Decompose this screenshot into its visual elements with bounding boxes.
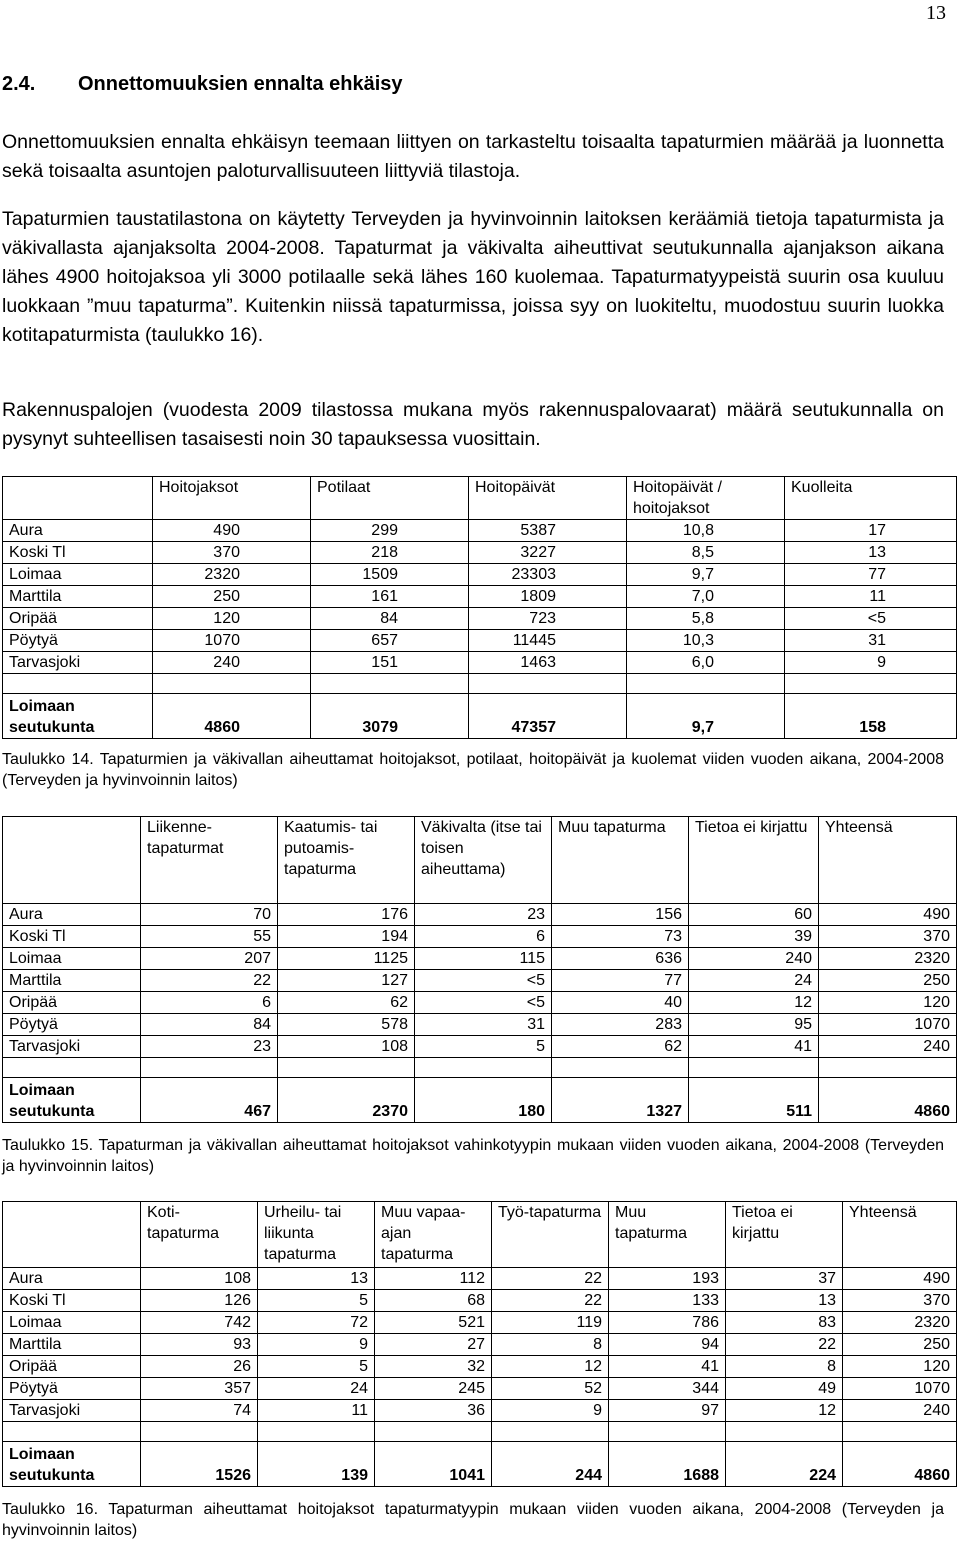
- empty-cell: [492, 1422, 609, 1442]
- table-row: [3, 542, 957, 564]
- empty-cell: [415, 1058, 552, 1078]
- value-cell: 5: [415, 1036, 552, 1058]
- value-cell: 283: [552, 1014, 689, 1036]
- table-row: [3, 1356, 957, 1378]
- value-cell: 32: [375, 1356, 492, 1378]
- value-cell: 193: [609, 1268, 726, 1290]
- table-row: [3, 1378, 957, 1400]
- table-row: [3, 926, 957, 948]
- municipality-cell: Aura: [3, 520, 153, 542]
- municipality-cell: Tarvasjoki: [3, 1400, 141, 1422]
- value-cell: 94: [609, 1334, 726, 1356]
- empty-cell: [552, 1058, 689, 1078]
- header-cell: Potilaat: [311, 477, 469, 520]
- empty-cell: [785, 674, 957, 694]
- header-cell: Hoitopäivät / hoitojaksot: [627, 477, 785, 520]
- header-cell: [3, 817, 141, 904]
- empty-cell: [375, 1422, 492, 1442]
- municipality-cell: Pöytyä: [3, 630, 153, 652]
- municipality-cell: Tarvasjoki: [3, 652, 153, 674]
- value-cell: 240: [819, 1036, 957, 1058]
- table-header-row: [3, 1202, 957, 1268]
- value-cell: 74: [141, 1400, 258, 1422]
- value-cell: <5: [415, 970, 552, 992]
- table-row: [3, 1036, 957, 1058]
- value-cell: 13: [258, 1268, 375, 1290]
- value-cell: 207: [141, 948, 278, 970]
- value-cell: 2320: [819, 948, 957, 970]
- empty-cell: [3, 1058, 141, 1078]
- value-cell: 23: [141, 1036, 278, 1058]
- value-cell: 5,8: [627, 608, 785, 630]
- table-row: [3, 630, 957, 652]
- value-cell: 26: [141, 1356, 258, 1378]
- empty-cell: [689, 1058, 819, 1078]
- value-cell: 95: [689, 1014, 819, 1036]
- total-value-cell: 9,7: [627, 694, 785, 739]
- header-cell: [3, 477, 153, 520]
- value-cell: 60: [689, 904, 819, 926]
- value-cell: 344: [609, 1378, 726, 1400]
- total-value-cell: 1526: [141, 1442, 258, 1487]
- page-number: 13: [926, 2, 946, 24]
- municipality-cell: Oripää: [3, 992, 141, 1014]
- empty-cell: [726, 1422, 843, 1442]
- header-cell: Tietoa ei kirjattu: [726, 1202, 843, 1268]
- value-cell: 127: [278, 970, 415, 992]
- empty-cell: [609, 1422, 726, 1442]
- value-cell: 41: [689, 1036, 819, 1058]
- municipality-cell: Marttila: [3, 586, 153, 608]
- total-value-cell: 4860: [843, 1442, 957, 1487]
- header-cell: Hoitojaksot: [153, 477, 311, 520]
- value-cell: 93: [141, 1334, 258, 1356]
- value-cell: 77: [552, 970, 689, 992]
- value-cell: 41: [609, 1356, 726, 1378]
- value-cell: 1509: [311, 564, 469, 586]
- value-cell: 22: [492, 1290, 609, 1312]
- value-cell: 6: [141, 992, 278, 1014]
- value-cell: 490: [153, 520, 311, 542]
- value-cell: 240: [689, 948, 819, 970]
- empty-cell: [3, 674, 153, 694]
- municipality-cell: Marttila: [3, 970, 141, 992]
- header-cell: Tietoa ei kirjattu: [689, 817, 819, 904]
- table-15: [2, 816, 957, 1123]
- municipality-cell: Oripää: [3, 1356, 141, 1378]
- municipality-cell: Loimaa: [3, 564, 153, 586]
- value-cell: 31: [415, 1014, 552, 1036]
- value-cell: 10,8: [627, 520, 785, 542]
- value-cell: 31: [785, 630, 957, 652]
- value-cell: 299: [311, 520, 469, 542]
- spacer-row: [3, 674, 957, 694]
- total-value-cell: 4860: [819, 1078, 957, 1123]
- table-row: [3, 1268, 957, 1290]
- header-cell: Yhteensä: [819, 817, 957, 904]
- table-row: [3, 1334, 957, 1356]
- value-cell: 723: [469, 608, 627, 630]
- value-cell: 5: [258, 1290, 375, 1312]
- value-cell: 112: [375, 1268, 492, 1290]
- value-cell: 250: [153, 586, 311, 608]
- value-cell: 11: [785, 586, 957, 608]
- total-value-cell: 1688: [609, 1442, 726, 1487]
- total-value-cell: 2370: [278, 1078, 415, 1123]
- value-cell: 120: [819, 992, 957, 1014]
- value-cell: 742: [141, 1312, 258, 1334]
- header-cell: Yhteensä: [843, 1202, 957, 1268]
- value-cell: 357: [141, 1378, 258, 1400]
- value-cell: 22: [726, 1334, 843, 1356]
- empty-cell: [469, 674, 627, 694]
- value-cell: 1070: [819, 1014, 957, 1036]
- value-cell: 1125: [278, 948, 415, 970]
- header-cell: Koti-tapaturma: [141, 1202, 258, 1268]
- empty-cell: [3, 1422, 141, 1442]
- table-row: [3, 564, 957, 586]
- value-cell: 37: [726, 1268, 843, 1290]
- value-cell: 11445: [469, 630, 627, 652]
- value-cell: 250: [819, 970, 957, 992]
- value-cell: 9: [258, 1334, 375, 1356]
- header-cell: Kuolleita: [785, 477, 957, 520]
- value-cell: 490: [819, 904, 957, 926]
- table-row: [3, 1312, 957, 1334]
- value-cell: 578: [278, 1014, 415, 1036]
- value-cell: 49: [726, 1378, 843, 1400]
- value-cell: 24: [258, 1378, 375, 1400]
- empty-cell: [141, 1058, 278, 1078]
- header-cell: Liikenne-tapaturmat: [141, 817, 278, 904]
- value-cell: 1809: [469, 586, 627, 608]
- header-cell: Hoitopäivät: [469, 477, 627, 520]
- total-label-cell: Loimaan seutukunta: [3, 1078, 141, 1123]
- value-cell: 13: [785, 542, 957, 564]
- value-cell: 370: [843, 1290, 957, 1312]
- total-label-cell: Loimaan seutukunta: [3, 1442, 141, 1487]
- value-cell: 176: [278, 904, 415, 926]
- value-cell: 12: [726, 1400, 843, 1422]
- empty-cell: [278, 1058, 415, 1078]
- municipality-cell: Loimaa: [3, 948, 141, 970]
- value-cell: 84: [141, 1014, 278, 1036]
- header-cell: Väkivalta (itse tai toisen aiheuttama): [415, 817, 552, 904]
- empty-cell: [627, 674, 785, 694]
- value-cell: 12: [492, 1356, 609, 1378]
- value-cell: 5: [258, 1356, 375, 1378]
- value-cell: 1070: [843, 1378, 957, 1400]
- value-cell: 120: [153, 608, 311, 630]
- table-14: [2, 476, 957, 739]
- value-cell: 7,0: [627, 586, 785, 608]
- table-row: [3, 992, 957, 1014]
- value-cell: 6,0: [627, 652, 785, 674]
- value-cell: 55: [141, 926, 278, 948]
- value-cell: 2320: [843, 1312, 957, 1334]
- value-cell: 23: [415, 904, 552, 926]
- value-cell: 73: [552, 926, 689, 948]
- value-cell: 72: [258, 1312, 375, 1334]
- empty-cell: [258, 1422, 375, 1442]
- value-cell: 6: [415, 926, 552, 948]
- total-row: [3, 1078, 957, 1123]
- empty-cell: [141, 1422, 258, 1442]
- table-header-row: [3, 817, 957, 904]
- value-cell: 77: [785, 564, 957, 586]
- value-cell: 70: [141, 904, 278, 926]
- section-number: 2.4.: [2, 73, 36, 95]
- table-row: [3, 970, 957, 992]
- paragraph-intro: Onnettomuuksien ennalta ehkäisyn teemaan liittyen on tarkasteltu toisaalta tapaturmien määrää ja luonnetta sekä toisaalta asuntojen paloturvallisuuteen liittyviä tilastoja.: [2, 131, 944, 182]
- total-row: [3, 1442, 957, 1487]
- header-cell: Muu tapaturma: [609, 1202, 726, 1268]
- table-16: [2, 1201, 957, 1487]
- table-row: [3, 1400, 957, 1422]
- value-cell: 156: [552, 904, 689, 926]
- section-title: Onnettomuuksien ennalta ehkäisy: [78, 73, 403, 95]
- total-value-cell: 1041: [375, 1442, 492, 1487]
- municipality-cell: Pöytyä: [3, 1378, 141, 1400]
- value-cell: 9,7: [627, 564, 785, 586]
- total-row: [3, 694, 957, 739]
- municipality-cell: Loimaa: [3, 1312, 141, 1334]
- spacer-row: [3, 1058, 957, 1078]
- total-value-cell: 4860: [153, 694, 311, 739]
- value-cell: 40: [552, 992, 689, 1014]
- value-cell: 8: [492, 1334, 609, 1356]
- municipality-cell: Koski Tl: [3, 926, 141, 948]
- empty-cell: [311, 674, 469, 694]
- value-cell: 245: [375, 1378, 492, 1400]
- header-cell: [3, 1202, 141, 1268]
- value-cell: 250: [843, 1334, 957, 1356]
- value-cell: 521: [375, 1312, 492, 1334]
- value-cell: 9: [492, 1400, 609, 1422]
- value-cell: <5: [785, 608, 957, 630]
- value-cell: 52: [492, 1378, 609, 1400]
- paragraph-statistics: Tapaturmien taustatilastona on käytetty Terveyden ja hyvinvoinnin laitoksen keräämiä tietoja tapaturmista ja väkivallasta ajanjaksolta 2004-2008. Tapaturmat ja väkivalta aiheuttivat seutukunnalla ajanjakson aikana lähes 4900 hoitojaksoa yli 3000 potilaalle sekä lähes 160 kuolemaa. Tapaturmatyypeistä suurin osa kuuluu luokkaan ”muu tapaturma”. Kuitenkin niissä tapaturmissa, joissa syy on luokiteltu, muodostuu suurin luokka kotitapaturmista (taulukko 16).: [2, 208, 944, 346]
- value-cell: 23303: [469, 564, 627, 586]
- value-cell: 240: [843, 1400, 957, 1422]
- value-cell: 68: [375, 1290, 492, 1312]
- value-cell: 370: [819, 926, 957, 948]
- total-value-cell: 467: [141, 1078, 278, 1123]
- total-label-cell: Loimaan seutukunta: [3, 694, 153, 739]
- value-cell: 36: [375, 1400, 492, 1422]
- value-cell: 786: [609, 1312, 726, 1334]
- municipality-cell: Aura: [3, 904, 141, 926]
- value-cell: 84: [311, 608, 469, 630]
- value-cell: 12: [689, 992, 819, 1014]
- value-cell: 22: [141, 970, 278, 992]
- value-cell: 126: [141, 1290, 258, 1312]
- table-row: [3, 948, 957, 970]
- municipality-cell: Aura: [3, 1268, 141, 1290]
- value-cell: 83: [726, 1312, 843, 1334]
- value-cell: 10,3: [627, 630, 785, 652]
- value-cell: 119: [492, 1312, 609, 1334]
- value-cell: 657: [311, 630, 469, 652]
- municipality-cell: Tarvasjoki: [3, 1036, 141, 1058]
- total-value-cell: 158: [785, 694, 957, 739]
- table-row: [3, 1014, 957, 1036]
- table-row: [3, 652, 957, 674]
- value-cell: 3227: [469, 542, 627, 564]
- value-cell: 240: [153, 652, 311, 674]
- header-cell: Työ-tapaturma: [492, 1202, 609, 1268]
- total-value-cell: 224: [726, 1442, 843, 1487]
- municipality-cell: Pöytyä: [3, 1014, 141, 1036]
- value-cell: 39: [689, 926, 819, 948]
- total-value-cell: 511: [689, 1078, 819, 1123]
- section-heading: [2, 73, 403, 96]
- value-cell: 2320: [153, 564, 311, 586]
- table-16-caption: Taulukko 16. Tapaturman aiheuttamat hoitojaksot tapaturmatyypin mukaan viiden vuoden aikana, 2004-2008 (Terveyden ja hyvinvoinnin laitos): [2, 1501, 944, 1539]
- empty-cell: [843, 1422, 957, 1442]
- value-cell: 5387: [469, 520, 627, 542]
- value-cell: 22: [492, 1268, 609, 1290]
- value-cell: 17: [785, 520, 957, 542]
- municipality-cell: Oripää: [3, 608, 153, 630]
- value-cell: 62: [278, 992, 415, 1014]
- table-row: [3, 608, 957, 630]
- table-row: [3, 1290, 957, 1312]
- table-header-row: [3, 477, 957, 520]
- paragraph-building-fires: Rakennuspalojen (vuodesta 2009 tilastossa mukana myös rakennuspalovaarat) määrä seutukunnalla on pysynyt suhteellisen tasaisesti noin 30 tapauksessa vuosittain.: [2, 399, 944, 450]
- table-row: [3, 520, 957, 542]
- value-cell: 115: [415, 948, 552, 970]
- table-row: [3, 586, 957, 608]
- value-cell: 108: [141, 1268, 258, 1290]
- value-cell: 1070: [153, 630, 311, 652]
- total-value-cell: 139: [258, 1442, 375, 1487]
- value-cell: 133: [609, 1290, 726, 1312]
- empty-cell: [819, 1058, 957, 1078]
- total-value-cell: 244: [492, 1442, 609, 1487]
- header-cell: Muu tapaturma: [552, 817, 689, 904]
- total-value-cell: 3079: [311, 694, 469, 739]
- header-cell: Muu vapaa-ajan tapaturma: [375, 1202, 492, 1268]
- value-cell: 11: [258, 1400, 375, 1422]
- value-cell: 370: [153, 542, 311, 564]
- value-cell: 120: [843, 1356, 957, 1378]
- value-cell: 151: [311, 652, 469, 674]
- value-cell: 1463: [469, 652, 627, 674]
- value-cell: 97: [609, 1400, 726, 1422]
- municipality-cell: Koski Tl: [3, 1290, 141, 1312]
- table-14-caption: Taulukko 14. Tapaturmien ja väkivallan aiheuttamat hoitojaksot, potilaat, hoitopäivät ja kuolemat viiden vuoden aikana, 2004-2008 (Terveyden ja hyvinvoinnin laitos): [2, 751, 944, 789]
- spacer-row: [3, 1422, 957, 1442]
- value-cell: 194: [278, 926, 415, 948]
- total-value-cell: 47357: [469, 694, 627, 739]
- value-cell: 490: [843, 1268, 957, 1290]
- empty-cell: [153, 674, 311, 694]
- table-row: [3, 904, 957, 926]
- value-cell: 218: [311, 542, 469, 564]
- value-cell: 161: [311, 586, 469, 608]
- header-cell: Kaatumis- tai putoamis-tapaturma: [278, 817, 415, 904]
- total-value-cell: 1327: [552, 1078, 689, 1123]
- value-cell: 8,5: [627, 542, 785, 564]
- value-cell: 108: [278, 1036, 415, 1058]
- value-cell: 62: [552, 1036, 689, 1058]
- value-cell: 13: [726, 1290, 843, 1312]
- table-15-caption: Taulukko 15. Tapaturman ja väkivallan aiheuttamat hoitojaksot vahinkotyypin mukaan viiden vuoden aikana, 2004-2008 (Terveyden ja hyvinvoinnin laitos): [2, 1137, 944, 1175]
- value-cell: 8: [726, 1356, 843, 1378]
- value-cell: 24: [689, 970, 819, 992]
- value-cell: 9: [785, 652, 957, 674]
- total-value-cell: 180: [415, 1078, 552, 1123]
- value-cell: 636: [552, 948, 689, 970]
- value-cell: 27: [375, 1334, 492, 1356]
- municipality-cell: Marttila: [3, 1334, 141, 1356]
- municipality-cell: Koski Tl: [3, 542, 153, 564]
- value-cell: <5: [415, 992, 552, 1014]
- header-cell: Urheilu- tai liikunta tapaturma: [258, 1202, 375, 1268]
